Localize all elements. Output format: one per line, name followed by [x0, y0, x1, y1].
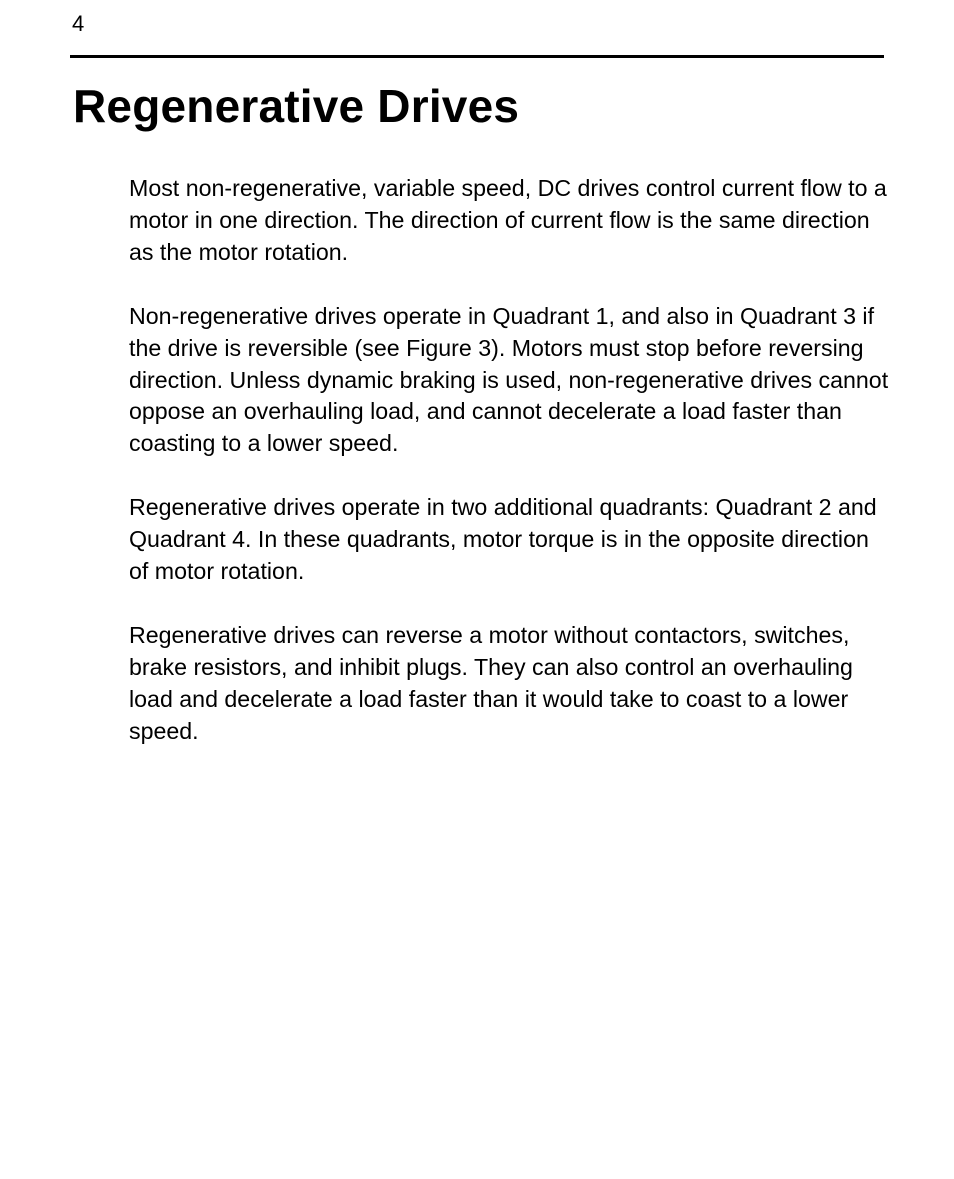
paragraph-3: Regenerative drives operate in two additional quadrants: Quadrant 2 and Quadrant 4. In these quadrants, motor torque is in the opposite direction of motor rotation.: [129, 494, 877, 585]
paragraph-2: Non-regenerative drives operate in Quadrant 1, and also in Quadrant 3 if the drive is reversible (see Figure 3). Motors must stop before reversing direction. Unless dynamic braking is used, non-regenerative drives cannot oppose an overhauling load, and cannot decelerate a load faster than coasting to a lower speed.: [129, 302, 889, 457]
page-number: 4: [72, 11, 85, 36]
paragraph-1: Most non-regenerative, variable speed, DC drives control current flow to a motor in one direction. The direction of current flow is the same direction as the motor rotation.: [129, 175, 887, 265]
paragraph-4: Regenerative drives can reverse a motor without contactors, switches, brake resistors, and inhibit plugs. They can also control an overhauling load and decelerate a load faster than it would take to coast to a lower speed.: [129, 621, 853, 744]
page-title: Regenerative Drives: [73, 80, 520, 132]
body-text: [129, 173, 889, 780]
header-divider: [70, 55, 884, 58]
